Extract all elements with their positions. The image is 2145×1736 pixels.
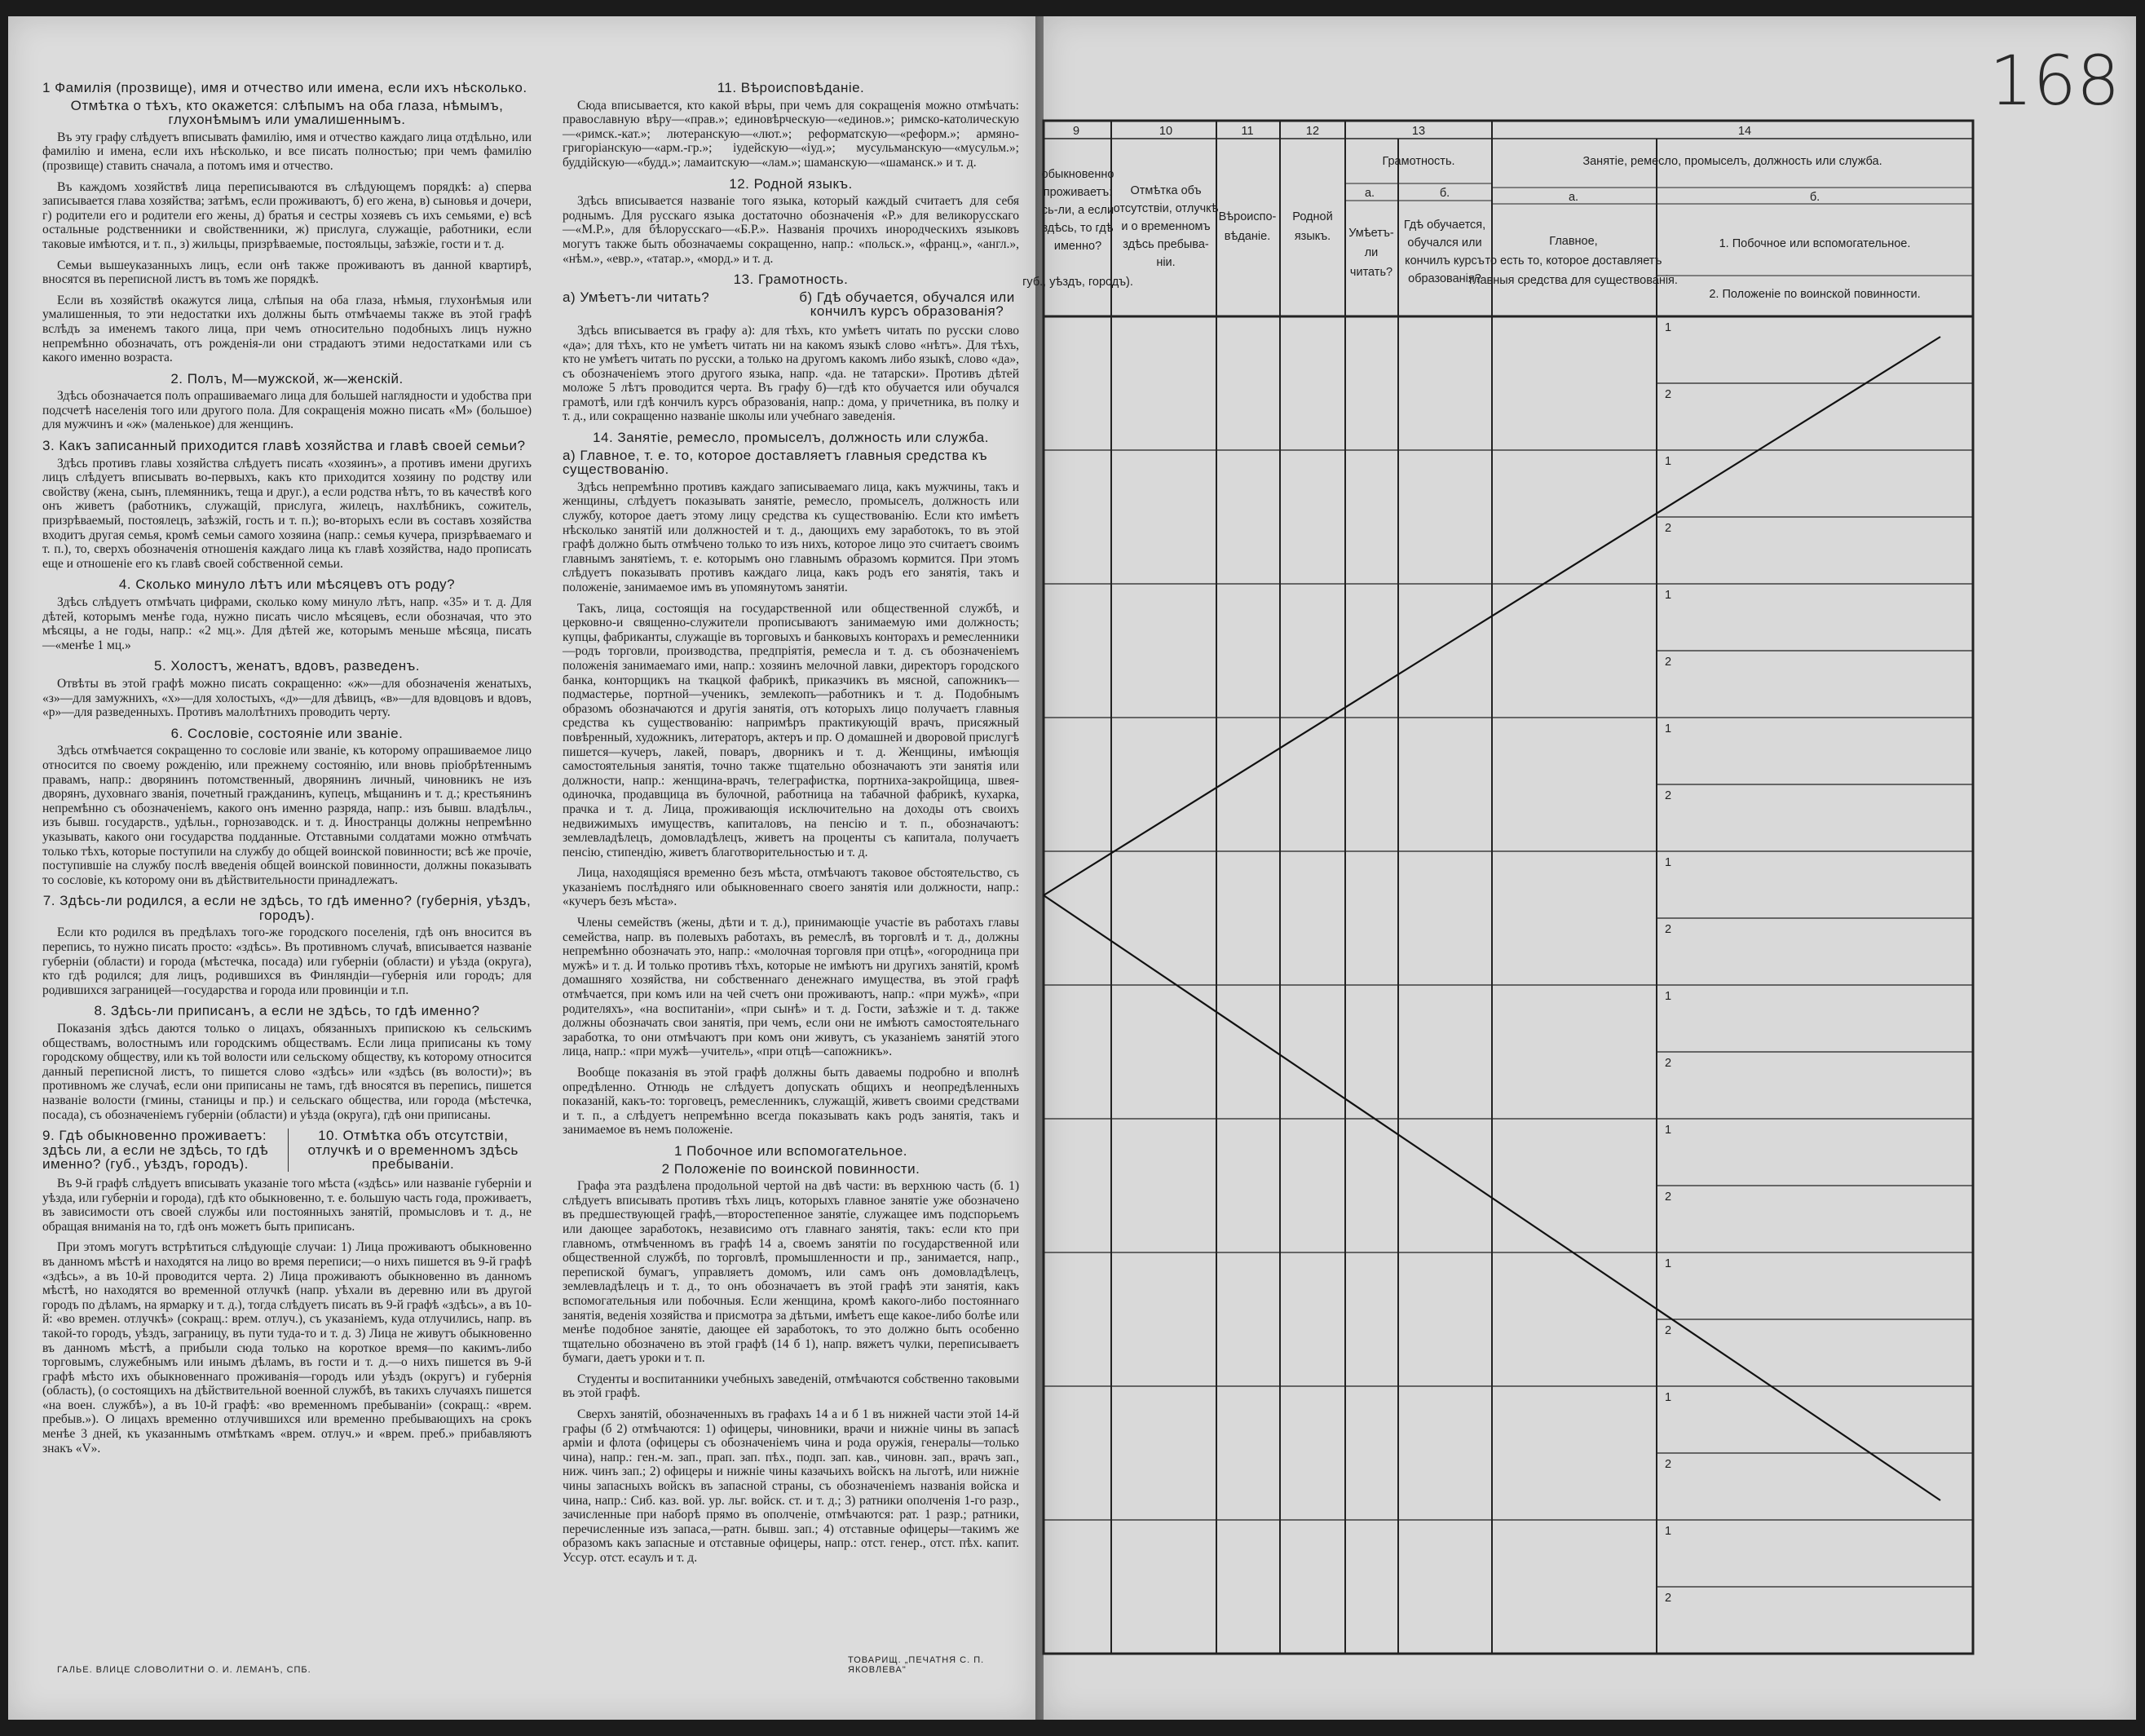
column-10-number: 10 (1159, 125, 1173, 138)
column-13b-header-line: обучался или (1407, 236, 1482, 250)
column-13b-header-line: кончилъ курсъ (1405, 254, 1485, 267)
section-heading-7: 7. Здѣсь-ли родился, а если не здѣсь, то гдѣ именно? (губернія, уѣздъ, городъ). (42, 893, 532, 923)
paragraph: Если въ хозяйствѣ окажутся лица, слѣпыя на оба глаза, нѣмыя, глухонѣмыя или умалишенныя, то эти недостатки ихъ должны быть отмѣчаемы также въ этой графѣ вслѣдъ за именемъ такого лица, при чемъ относительно подобныхъ лицъ нужно непремѣнно обозначать, отъ рожденія-ли они страдаютъ этими недостатками или съ какого именно возраста. (42, 293, 532, 365)
row-mark: 2 (1665, 789, 1672, 802)
column-12-header-line: языкъ. (1294, 230, 1331, 243)
column-14b-label: б. (1809, 191, 1821, 204)
row-mark: 1 (1665, 856, 1672, 869)
section-heading-13: 13. Грамотность. (733, 272, 849, 288)
column-9-number: 9 (1072, 125, 1080, 138)
paragraph: Въ каждомъ хозяйствѣ лица переписываются въ слѣдующемъ порядкѣ: а) сперва записывается глава хозяйства; затѣмъ, если проживаютъ, б) его жена, в) сыновья и дочери, г) родители его и родители его жены, д) братья и сестры хозяевъ съ ихъ семьями, е) всѣ остальные родственники и свойственники, ж) прислуга, служащіе, работники, если таковые имѣются, и т. п., з) жильцы, призрѣваемые, постояльцы, заѣзжіе, гости и т. д. (42, 179, 532, 251)
column-10-header-line: и о временномъ (1121, 220, 1211, 233)
printer-imprint-left: ГАЛЬЕ. ВЛИЦЕ СЛОВОЛИТНИ О. И. ЛЕМАНЪ, СПБ. (57, 1665, 311, 1675)
row-mark: 2 (1665, 1324, 1672, 1337)
section-heading-1: 1 Фамилія (прозвище), имя и отчество или имена, если ихъ нѣсколько. (42, 80, 527, 95)
column-13-title: Грамотность. (1382, 155, 1455, 168)
instructions-page (8, 16, 1035, 1720)
column-14a-header-line: главныя средства для существованія. (1469, 274, 1678, 287)
paragraph: Здѣсь вписывается въ графу а): для тѣхъ, кто умѣетъ читать по русски слово «да»; для тѣхъ, кто не умѣетъ читать ни на какомъ языкѣ слово «нѣтъ». Для тѣхъ, кто не умѣетъ читать по русски, а только на другомъ какомъ либо языкѣ, слово «да», съ обозначеніемъ этого другого языка, напр. «да. не татарски». Противъ дѣтей моложе 5 лѣтъ проводится черта. Въ графу б)—гдѣ кто обучается или обучался грамотѣ, или гдѣ кончилъ курсъ образованія, напр.: дома, у причетника, въ полку и т. д., или сокращенно названіе школы или учебнаго заведенія. (563, 323, 1019, 424)
row-mark: 2 (1665, 1057, 1672, 1070)
column-14b2-header: 2. Положеніе по воинской повинности. (1709, 288, 1921, 301)
row-mark: 1 (1665, 589, 1672, 602)
census-form-page (1022, 16, 2136, 1720)
row-mark: 2 (1665, 388, 1672, 401)
paragraph: Здѣсь обозначается полъ опрашиваемаго лица для большей наглядности и удобства при подсчетѣ населенія того или другого пола. Для сокращенія можно писать «М» (большое) для мужчинъ и «ж» (маленькое) для женщинъ. (42, 389, 532, 432)
column-9-header-line: здѣсь, то гдѣ (1042, 222, 1114, 235)
section-heading-14b2: 2 Положеніе по воинской повинности. (661, 1160, 920, 1177)
paragraph: Отвѣты въ этой графѣ можно писать сокращенно: «ж»—для обозначенія женатыхъ, «з»—для замужнихъ, «х»—для холостыхъ, «д»—для дѣвицъ, «в»—для вдовцовъ и вдовъ, «р»—для разведенныхъ. Противъ малолѣтнихъ проводить черту. (42, 676, 532, 720)
column-12-number: 12 (1305, 125, 1320, 138)
column-9-header-line: губ., уѣздъ, городъ). (1022, 276, 1133, 289)
section-heading-13b: б) Гдѣ обучается, обучался или кончилъ курсъ образованія? (799, 289, 1015, 320)
row-mark: 2 (1665, 522, 1672, 535)
row-mark: 1 (1665, 1257, 1672, 1270)
paragraph: Члены семействъ (жены, дѣти и т. д.), принимающіе участіе въ работахъ главы семейства, напр. въ полевыхъ работахъ, въ ремеслѣ, въ торговлѣ и т. д., должны непремѣнно обозначать это, напр.: «молочная торговля при отцѣ», «огородница при мужѣ» и т. д. И только противъ тѣхъ, которые не имѣютъ ни другихъ занятій, кромѣ домашняго хозяйства, ни собственнаго денежнаго имущества, въ этой графѣ отмѣчается, при комъ или на чей счетъ они проживаютъ, напр.: «при мужѣ», «при родителяхъ», «на воспитаніи», «при сынѣ» и т. д. Гости, заѣзжіе и т. д. также должны обозначать свои занятія, при чемъ, если они не имѣютъ самостоятельнаго заработка, то они отмѣчаютъ при комъ они живутъ, съ указаніемъ занятій этого лица, напр.: «при мужѣ—учитель», «при отцѣ—сапожникъ». (563, 916, 1019, 1059)
instructions-column-1 (42, 77, 532, 1462)
column-10-header-line: Отмѣтка объ (1130, 184, 1202, 197)
section-heading-4: 4. Сколько минуло лѣтъ или мѣсяцевъ отъ роду? (118, 576, 456, 593)
column-9-header-line: именно? (1053, 240, 1102, 253)
paragraph: Здѣсь противъ главы хозяйства слѣдуетъ писать «хозяинъ», а противъ имени другихъ лицъ слѣдуетъ вписывать во-первыхъ, какъ кто приходится хозяину по родству или свойству (жена, сынъ, племянникъ, теща и друг.), а если родства нѣтъ, то въ качествѣ кого онъ живетъ (работникъ, служащій, прислуга, жилецъ, нахлѣбникъ, сожитель, призрѣваемый, постоялецъ, заѣзжій, гость и т. п.); во-вторыхъ если въ составъ хозяйства входитъ другая семья, кромѣ семьи самого хозяина (напр.: семья кучера, призрѣваемаго и т. п.), то, сверхъ обозначенія отношенія каждаго лица къ главѣ хозяйства, надо прописать еще и отношеніе его къ главѣ своей собственной семьи. (42, 456, 532, 571)
row-mark: 1 (1665, 321, 1672, 334)
row-mark: 1 (1665, 455, 1672, 468)
row-mark: 1 (1665, 990, 1672, 1003)
column-13a-label: а. (1364, 187, 1375, 200)
paragraph: Здѣсь отмѣчается сокращенно то сословіе или званіе, къ которому опрашиваемое лицо относится по своему рожденію, или прежнему состоянію, или вновь пріобрѣтеннымъ правамъ, напр.: дворянинъ потомственный, дворянинъ личный, чиновникъ не изъ дворянъ, духовнаго званія, почетный гражданинъ, купецъ, мѣщанинъ и т. д.; крестьянинъ непремѣнно съ обозначеніемъ, какого онъ именно разряда, напр.: изъ бывш. владѣльч., изъ бывш. государств., удѣльн., горнозаводск. и т. д. Иностранцы должны непремѣнно указывать, какого они государства подданные. Отставными солдатами можно отмѣчать только тѣхъ, которые поступили на службу до общей воинской повинности; всѣ же прочіе, поступившіе на службу послѣ введенія общей воинской повинности, должны показывать то сословіе, къ которому они въ дѣйствительности принадлежатъ. (42, 744, 532, 887)
column-13b-header-line: Гдѣ обучается, (1403, 219, 1486, 232)
column-11-header-line: вѣданіе. (1224, 230, 1271, 243)
section-heading-8: 8. Здѣсь-ли приписанъ, а если не здѣсь, то гдѣ именно? (94, 1003, 480, 1019)
section-heading-13a: а) Умѣетъ-ли читать? (563, 289, 710, 305)
column-14-title: Занятіе, ремесло, промыселъ, должность или служба. (1582, 155, 1882, 168)
section-heading-14b1: 1 Побочное или вспомогательное. (673, 1142, 907, 1159)
row-mark: 1 (1665, 722, 1672, 735)
table-rows (1044, 383, 1973, 1587)
paragraph: Лица, находящіяся временно безъ мѣста, отмѣчаютъ таковое обстоятельство, съ указаніемъ послѣдняго или обыкновеннаго своего занятія или должности, напр.: «кучеръ безъ мѣста». (563, 866, 1019, 909)
column-13b-label: б. (1439, 187, 1450, 200)
census-form-table (1022, 16, 2136, 1720)
row-mark: 2 (1665, 1592, 1672, 1605)
paragraph: При этомъ могутъ встрѣтиться слѣдующіе случаи: 1) Лица проживаютъ обыкновенно въ данномъ мѣстѣ и находятся на лицо во время переписи;—о нихъ пишется въ 9-й графѣ «здѣсь», а въ 10-й проводится черта. 2) Лица проживаютъ обыкновенно въ данномъ мѣстѣ, но находятся во временной отлучкѣ (напр. уѣхали въ деревню или въ другой городъ по дѣламъ, на ярмарку и т. д.), тогда слѣдуетъ писать въ 9-й графѣ «здѣсь», а въ 10-й: «во времен. отлучкѣ» (сокращ.: врем. отлуч.), съ указаніемъ, куда отлучились, напр. въ такой-то городъ, уѣздъ, заграницу, въ пути туда-то и т. д. 3) Лица не живутъ обыкновенно въ данномъ мѣстѣ, а прибыли сюда только на короткое время—по какимъ-либо торговымъ, служебнымъ или инымъ дѣламъ, въ гости и т. д.—о нихъ пишется въ 9-й графѣ мѣсто ихъ обыкновеннаго проживанія—городъ или уѣздъ (округъ) и губернія (область), (о состоящихъ на дѣйствительной военной службѣ, въ такихъ случаяхъ пишется «на воен. службѣ»), а въ 10-й графѣ: «во временномъ пребываніи» (сокращ.: «врем. пребыв.»). О лицахъ временно отлучившихся или временно пребывающихъ на срокъ менѣе 3 дней, къ указаннымъ отмѣткамъ «врем. отлуч.» и «врем. преб.» прибавляютъ знакъ «V». (42, 1240, 532, 1456)
section-heading-1b: Отмѣтка о тѣхъ, кто окажется: слѣпымъ на оба глаза, нѣмымъ, глухонѣмымъ или умалишеннымъ. (70, 97, 504, 128)
paragraph: Здѣсь непремѣнно противъ каждаго записываемаго лица, какъ мужчины, такъ и женщины, слѣдуетъ показывать занятіе, ремесло, промыселъ, должность или службу, которое даетъ этому лицу средства къ существованію. Если кто имѣетъ нѣсколько занятій или должностей и т. д., дающихъ ему заработокъ, то въ этой графѣ должно быть отмѣчено только то изъ нихъ, которое лицо это считаетъ своимъ главнымъ занятіемъ, т. е. которымъ оно главнымъ образомъ кормится. При этомъ слѣдуетъ показывать противъ каждаго лица, какъ родъ его занятія, такъ и положеніе, занимаемое имъ въ упомянутомъ занятіи. (563, 479, 1019, 594)
printer-imprint-right: ТОВАРИЩ. „ПЕЧАТНЯ С. П. ЯКОВЛЕВА" (848, 1655, 985, 1675)
page-number: 168 (1989, 41, 2121, 121)
column-9-header-line: обыкновенно (1041, 168, 1114, 181)
instructions-column-2 (563, 77, 1019, 1572)
paragraph: Сюда вписывается, кто какой вѣры, при чемъ для сокращенія можно отмѣчать: православную вѣру—«прав.»; единовѣрческую—«единов.»; римско-католическую—«римск.-кат.»; лютеранскую—«лют.»; реформатскую—«реформ.»; армяно-григоріанскую—«арм.-гр.»; іудейскую—«іуд.»; мусульманскую—«мусульм.»; буддійскую—«будд.»; ламаитскую—«лам.»; шаманскую—«шаманск.» и т. д. (563, 98, 1019, 170)
column-12-header-line: Родной (1292, 210, 1333, 223)
section-heading-11: 11. Вѣроисповѣданіе. (717, 80, 865, 95)
section-heading-5: 5. Холостъ, женатъ, вдовъ, разведенъ. (153, 658, 420, 674)
row-mark: 2 (1665, 1458, 1672, 1471)
paragraph: Въ 9-й графѣ слѣдуетъ вписывать указаніе того мѣста («здѣсь» или названіе губерніи и уѣзда, или губерніи и города), гдѣ кто обыкновенно, т. е. большую часть года, проживаетъ, въ зависимости отъ своей службы или постоянныхъ занятій, промысловъ и т. д., не обращая вниманія на то, гдѣ онъ можетъ быть приписанъ. (42, 1176, 532, 1234)
paragraph: Въ эту графу слѣдуетъ вписывать фамилію, имя и отчество каждаго лица отдѣльно, или фамилію и имена, если ихъ нѣсколько, и все писать полностью; при чемъ фамилію (прозвище) ставить сначала, а потомъ имя и отчество. (42, 130, 532, 173)
column-9-header-line: проживаетъ: (1043, 186, 1113, 199)
column-14-number: 14 (1737, 125, 1752, 138)
paragraph: Студенты и воспитанники учебныхъ заведеній, отмѣчаются собственно таковыми въ этой графѣ. (563, 1372, 1019, 1401)
column-13a-header-line: читать? (1349, 266, 1393, 279)
paragraph: Если кто родился въ предѣлахъ того-же городского поселенія, гдѣ онъ вносится въ перепись, то нужно писать просто: «здѣсь». Въ противномъ случаѣ, вписывается названіе губерніи (области) и города (мѣстечка, посада) или губерніи (области) и уѣзда (округа), кто гдѣ родился; для лицъ, родившихся въ Финляндіи—губернія или городъ; для родившихся заграницей—государства и города или провинціи и т.п. (42, 925, 532, 997)
section-heading-14: 14. Занятіе, ремесло, промыселъ, должность или служба. (593, 430, 989, 446)
row-mark: 2 (1665, 656, 1672, 669)
column-14a-header-line: Главное, (1549, 235, 1598, 248)
paragraph: Семьи вышеуказанныхъ лицъ, если онѣ также проживаютъ въ данной квартирѣ, вносятся въ переписной листъ въ томъ же порядкѣ. (42, 258, 532, 287)
column-10-header-line: здѣсь пребыва- (1123, 238, 1209, 251)
column-14a-label: а. (1568, 191, 1579, 204)
row-marks (1665, 321, 1671, 1605)
section-heading-6: 6. Сословіе, состояніе или званіе. (170, 725, 404, 741)
section-heading-12: 12. Родной языкъ. (729, 175, 853, 192)
column-11-number: 11 (1241, 125, 1254, 138)
paragraph: Здѣсь вписывается названіе того языка, который каждый считаетъ для себя роднымъ. Для русскаго языка достаточно обозначенія «Р.» для великорусскаго—«М.Р.», для бѣлорусскаго—«Б.Р.». Названія прочихъ инородческихъ языковъ могутъ также быть обозначаемы сокращенно, напр.: «польск.», «франц.», «англ.», «нѣм.», «евр.», «татар.», «морд.» и т. д. (563, 194, 1019, 266)
table-frame (1041, 121, 1973, 1654)
row-mark: 1 (1665, 1525, 1672, 1538)
column-13a-header-line: ли (1364, 246, 1379, 259)
section-heading-10: 10. Отмѣтка объ отсутствіи, отлучкѣ и о временномъ здѣсь пребываніи. (288, 1129, 532, 1172)
column-13b-header-line: образованія? (1408, 272, 1481, 285)
section-heading-9: 9. Гдѣ обыкновенно проживаетъ: здѣсь ли, а если не здѣсь, то гдѣ именно? (губ., уѣздъ, городъ). (42, 1128, 269, 1173)
paragraph: Здѣсь слѣдуетъ отмѣчать цифрами, сколько кому минуло лѣтъ, напр. «35» и т. д. Для дѣтей, которымъ менѣе года, нужно писать число мѣсяцевъ, если обозначая, что это мѣсяцы, а не годы, напр.: «2 мц.». Для дѣтей же, которымъ меньше мѣсяца, писать—«менѣе 1 мц.» (42, 595, 532, 652)
column-11-header-line: Вѣроиспо- (1218, 210, 1277, 223)
column-10-header-line: отсутствіи, отлучкѣ (1113, 202, 1219, 215)
section-heading-3: 3. Какъ записанный приходится главѣ хозяйства и главѣ своей семьи? (42, 438, 526, 454)
paragraph: Сверхъ занятій, обозначенныхъ въ графахъ 14 а и б 1 въ нижней части этой 14-й графы (б 2) отмѣчаются: 1) офицеры, чиновники, врачи и нижніе чины въ запасѣ арміи и флота (офицеры съ обозначеніемъ чина и рода оружія, генералы—только чина), напр.: ген.-м. зап., прап. зап. пѣх., подп. зап. кав., чиновн. зап., врачъ зап., ниж. чинъ зап.; 2) офицеры и нижніе чины казачьихъ войскъ на льготѣ, или нижніе чины запасныхъ войскъ въ запасной страны, съ обозначеніемъ названія войска и чина, напр.: Сиб. каз. вой. ур. льг. войск. ст. и т. д.; 3) ратники ополченія 1-го разр., зачисленные при наборѣ прямо въ ополченіе, отмѣчаются: рат. 1 разр.; ратники, перечисленные изъ запаса,—ратн. бывш. зап.; 4) отставные офицеры—такимъ же образомъ какъ запасные и отставные офицеры, напр.: отст. генер., отст. пѣх. капит. Уссур. отст. есаулъ и т. д. (563, 1407, 1019, 1565)
column-14a-header-line: то есть то, которое доставляетъ (1485, 254, 1662, 267)
column-13a-header-line: Умѣетъ- (1348, 227, 1394, 240)
column-10-header-line: ніи. (1156, 256, 1176, 269)
column-13-number: 13 (1411, 125, 1426, 138)
row-mark: 2 (1665, 1190, 1672, 1204)
row-mark: 1 (1665, 1124, 1672, 1137)
section-heading-14a: а) Главное, т. е. то, которое доставляетъ главныя средства къ существованію. (563, 447, 988, 478)
row-mark: 2 (1665, 923, 1672, 936)
column-14b1-header: 1. Побочное или вспомогательное. (1719, 237, 1911, 250)
paragraph: Вообще показанія въ этой графѣ должны быть даваемы подробно и вполнѣ опредѣленно. Отнюдь не слѣдуетъ допускать общихъ и неопредѣленныхъ показаній, какъ-то: торговецъ, ремесленникъ, служащій, живетъ своими средствами и т. п., а слѣдуетъ непремѣнно всегда показывать какъ родъ занятія, такъ и занимаемое въ немъ положеніе. (563, 1066, 1019, 1137)
paragraph: Графа эта раздѣлена продольной чертой на двѣ части: въ верхнюю часть (б. 1) слѣдуетъ вписывать противъ тѣхъ лицъ, которыхъ главное занятіе уже обозначено въ предшествующей графѣ,—второстепенное занятіе, служащее имъ подспорьемъ или дающее заработокъ, независимо отъ главнаго занятія, такъ: если кто при главномъ, отмѣченномъ въ графѣ 14 а, своемъ занятіи по государственной или общественной службѣ, по торговлѣ, промышленности и пр., занимается, напр., перепиской бумагъ, управляетъ домомъ, или самъ онъ домовладѣлецъ, землевладѣлецъ и т. д., то онъ обозначаетъ въ этой графѣ эти занятія, какъ вспомогательныя или побочныя. Если женщина, кромѣ какого-либо постояннаго занятія, веденія хозяйства и присмотра за дѣтьми, имѣетъ еще какое-либо болѣе или менѣе подобное занятіе, дающее ей заработокъ, то это должно быть особенно тщательно обозначено въ этой графѣ (14 б 1), напр. вяжетъ чулки, переписываетъ бумаги, даетъ уроки и т. п. (563, 1179, 1019, 1366)
paragraph: Такъ, лица, состоящія на государственной или общественной службѣ, и церковно-и священно-служители прописываютъ занимаемую ими должность; купцы, фабриканты, служащіе въ торговыхъ и банковыхъ конторахъ и ремесленники—родъ торговли, производства, предпріятія, ремесла и т. д. съ обозначеніемъ положенія занимаемаго ими, напр.: хозяинъ мелочной лавки, директоръ городского банка, конторщикъ на ткацкой фабрикѣ, приказчикъ въ мясной, сапожникъ—подмастерье, портной—ученикъ, землекопъ—работникъ и т. д. Подобнымъ образомъ обозначаются и другія занятія, отъ которыхъ лицо получаетъ главныя средства къ существованію: напримѣръ практикующій врачъ, присяжный повѣренный, художникъ, литераторъ, актеръ и пр. О домашней и дворовой прислугѣ пишется—кучеръ, лакей, поваръ, дворникъ и т. д. Женщины, имѣющія самостоятельныя занятія, точно также тщательно обозначаютъ эти занятія или должности, напр.: женщина-врачъ, телеграфистка, портниха-закройщица, швея-одиночка, продавщица въ булочной, работница на табачной фабрикѣ, кухарка, прачка и т. д. Лица, проживающія исключительно на доходы отъ своихъ недвижимыхъ имуществъ, капиталовъ, на пенсію и т. п., обозначаютъ: землевладѣлецъ, домовладѣлецъ, живетъ на проценты съ капитала, получаетъ пенсію, стипендію, живетъ благотворительностью и т. д. (563, 601, 1019, 859)
paragraph: Показанія здѣсь даются только о лицахъ, обязанныхъ припискою къ сельскимъ обществамъ, волостнымъ или городскимъ обществамъ. Если лица приписаны къ тому городскому обществу, или къ той волости или сельскому обществу, къ которому относится данный переписной листъ, то пишется слово «здѣсь» или «здѣсь (въ волости)»; въ противномъ же случаѣ, если они приписаны не тамъ, гдѣ вносятся въ перепись, пишется названіе волости (гмины, станицы и пр.) и сельскаго общества, или города (мѣстечка, посада), съ обозначеніемъ губерніи (области) и уѣзда (округа), гдѣ они приписаны. (42, 1022, 532, 1122)
row-mark: 1 (1665, 1391, 1672, 1404)
table-headers (1022, 125, 1921, 301)
table-grid (1041, 121, 1973, 1654)
section-heading-2: 2. Полъ, М—мужской, ж—женскій. (170, 370, 404, 387)
column-9-header-line: сь-ли, а если (1041, 204, 1114, 217)
